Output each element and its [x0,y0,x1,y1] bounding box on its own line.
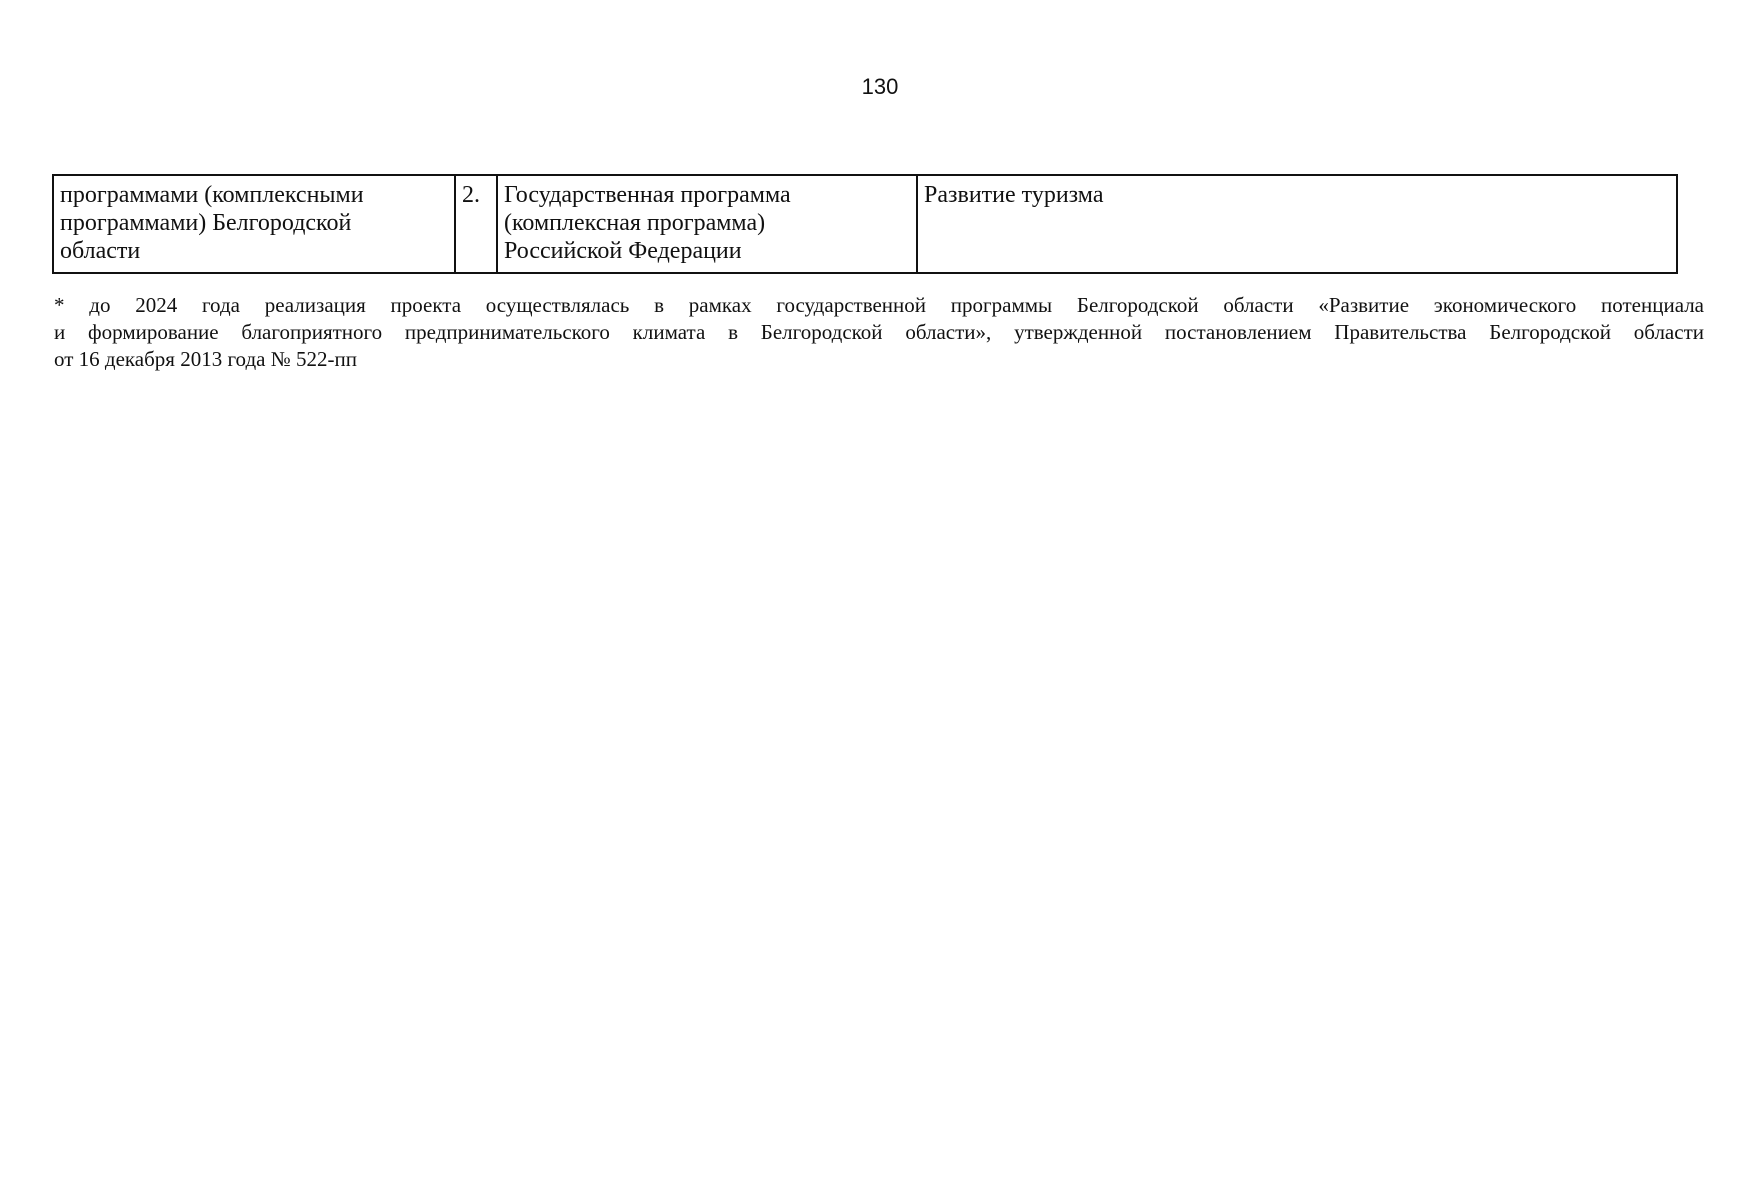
table-cell-program-name [497,175,917,273]
footnote-line: от 16 декабря 2013 года № 522-пп [54,347,357,371]
cell-text-line: программами) Белгородской [60,210,352,236]
cell-text-line: (комплексная программа) [504,210,766,236]
cell-text-line: Государственная программа [504,182,791,208]
footnote-line: * до 2024 года реализация проекта осуществлялась в рамках государственной программы Белгородской области «Развитие экономического потенциала [54,293,1704,317]
row-number: 2. [462,182,480,208]
programs-table [52,174,1678,274]
table-row [53,175,1677,273]
footnote-line: и формирование благоприятного предпринимательского климата в Белгородской области», утвержденной постановлением Правительства Белгородской области [54,320,1704,344]
cell-text-line: Развитие туризма [924,182,1104,208]
page-number: 130 [861,74,899,99]
table-cell-direction [917,175,1677,273]
table-cell-number [455,175,497,273]
cell-text-line: программами (комплексными [60,182,364,208]
cell-text-line: области [60,238,141,264]
footnote [54,292,1704,373]
table-cell-program-type [53,175,455,273]
cell-text-line: Российской Федерации [504,238,742,264]
